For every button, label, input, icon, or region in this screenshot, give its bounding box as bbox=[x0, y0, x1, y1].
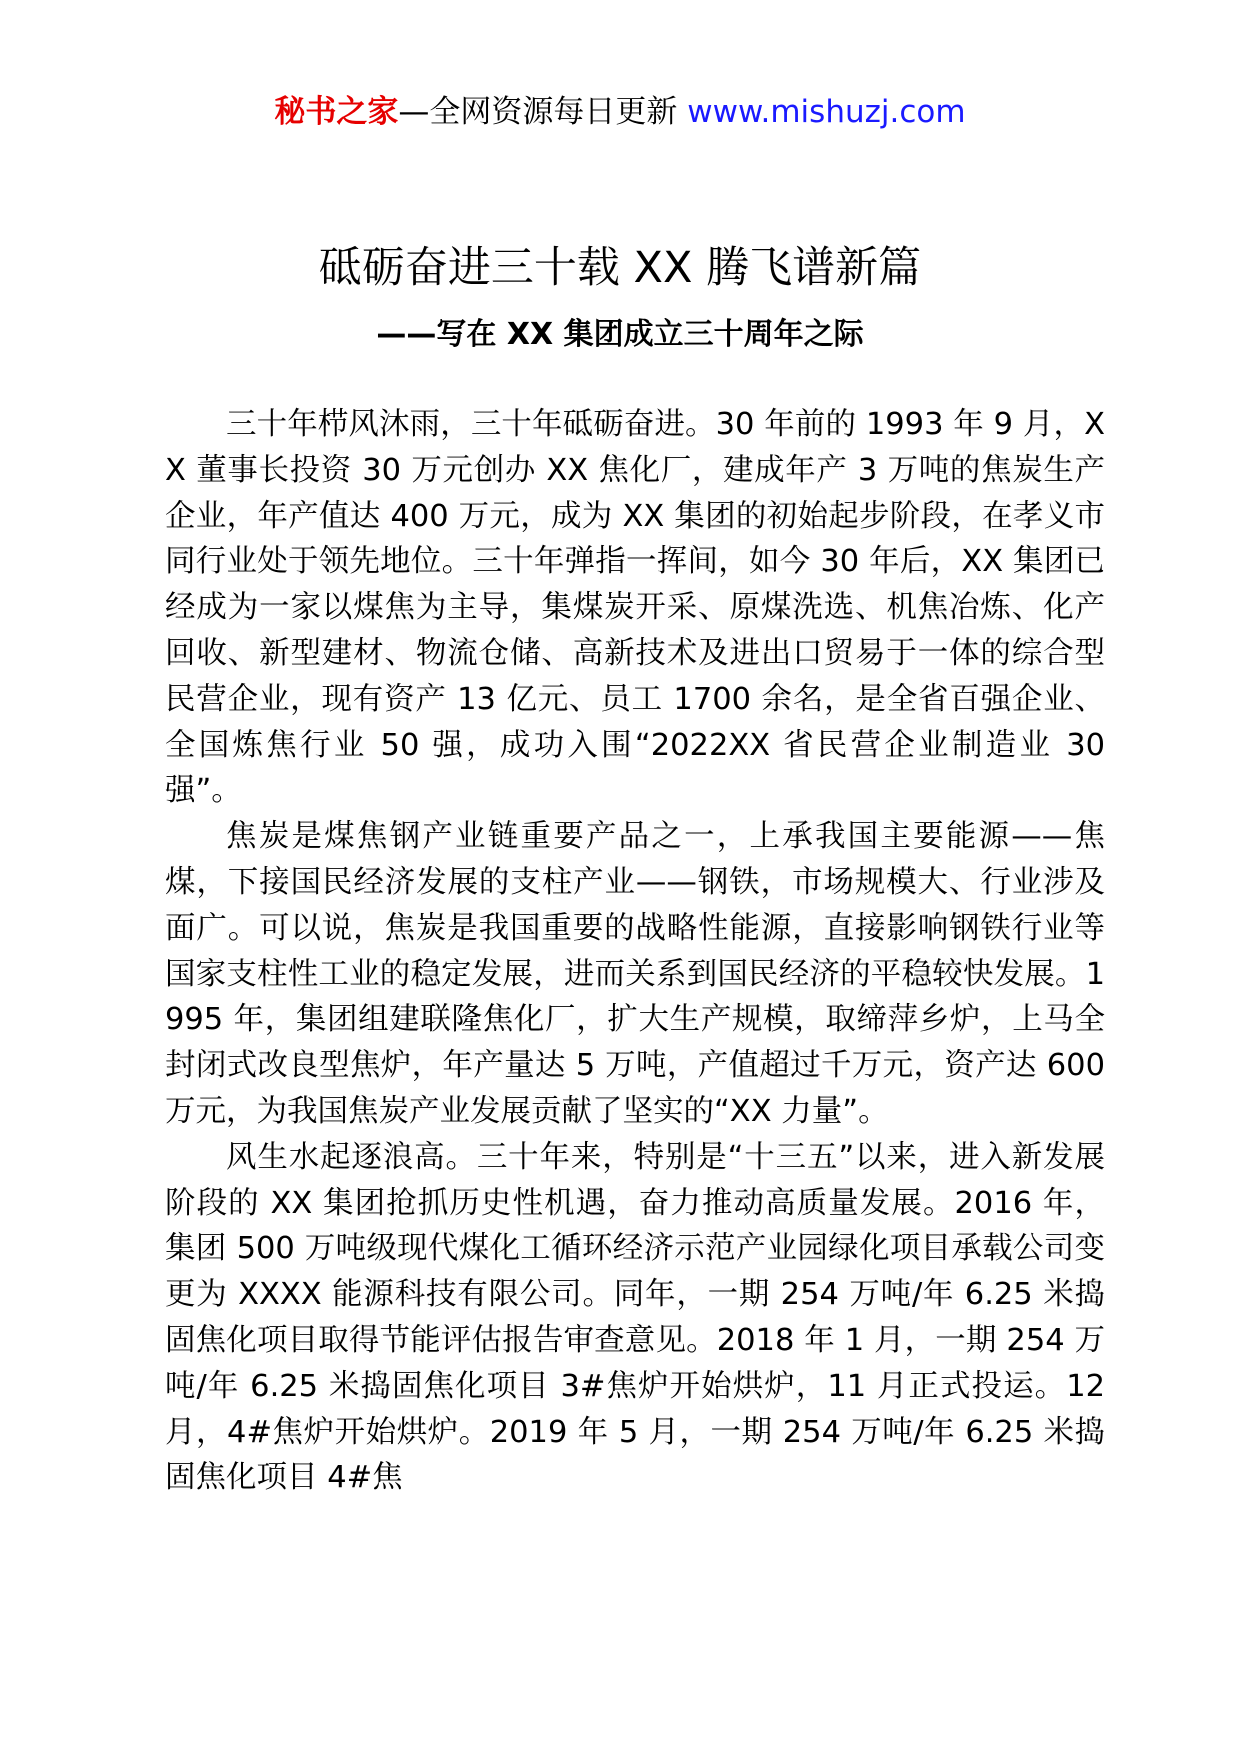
site-url-link[interactable]: www.mishuzj.com bbox=[687, 94, 966, 130]
document-body bbox=[165, 402, 1105, 1501]
brand-name: 秘书之家 bbox=[274, 94, 399, 130]
header-tagline: —全网资源每日更新 bbox=[398, 94, 678, 130]
document-subtitle: ——写在 XX 集团成立三十周年之际 bbox=[376, 317, 864, 352]
paragraph-2: 焦炭是煤焦钢产业链重要产品之一，上承我国主要能源——焦煤，下接国民经济发展的支柱产业——钢铁，市场规模大、行业涉及面广。可以说，焦炭是我国重要的战略性能源，直接影响钢铁行业等国家支柱性工业的稳定发展，进而关系到国民经济的平稳较快发展。1995 年，集团组建联隆焦化厂，扩大生产规模，取缔萍乡炉，上马全封闭式改良型焦炉，年产量达 5 万吨，产值超过千万元，资产达 600 万元，为我国焦炭产业发展贡献了坚实的“XX 力量”。 bbox=[165, 819, 1105, 1129]
site-header bbox=[0, 92, 1240, 132]
paragraph-3: 风生水起逐浪高。三十年来，特别是“十三五”以来，进入新发展阶段的 XX 集团抢抓历史性机遇，奋力推动高质量发展。2016 年，集团 500 万吨级现代煤化工循环经济示范产业园绿化项目承载公司变更为 XXXX 能源科技有限公司。同年，一期 254 万吨/年 6.25 米捣固焦化项目取得节能评估报告审查意见。2018 年 1 月，一期 254 万吨/年 6.25 米捣固焦化项目 3#焦炉开始烘炉，11 月正式投运。12 月，4#焦炉开始烘炉。2019 年 5 月，一期 254 万吨/年 6.25 米捣固焦化项目 4#焦 bbox=[165, 1139, 1105, 1496]
document-title: 砥砺奋进三十载 XX 腾飞谱新篇 bbox=[318, 243, 922, 293]
paragraph-1: 三十年栉风沐雨，三十年砥砺奋进。30 年前的 1993 年 9 月，XX 董事长投资 30 万元创办 XX 焦化厂，建成年产 3 万吨的焦炭生产企业，年产值达 400 万元，成为 XX 集团的初始起步阶段，在孝义市同行业处于领先地位。三十年弹指一挥间，如今 30 年后，XX 集团已经成为一家以煤焦为主导，集煤炭开采、原煤洗选、机焦冶炼、化产回收、新型建材、物流仓储、高新技术及进出口贸易于一体的综合型民营企业，现有资产 13 亿元、员工 1700 余名，是全省百强企业、全国炼焦行业 50 强，成功入围“2022XX 省民营企业制造业 30 强”。 bbox=[165, 407, 1105, 809]
